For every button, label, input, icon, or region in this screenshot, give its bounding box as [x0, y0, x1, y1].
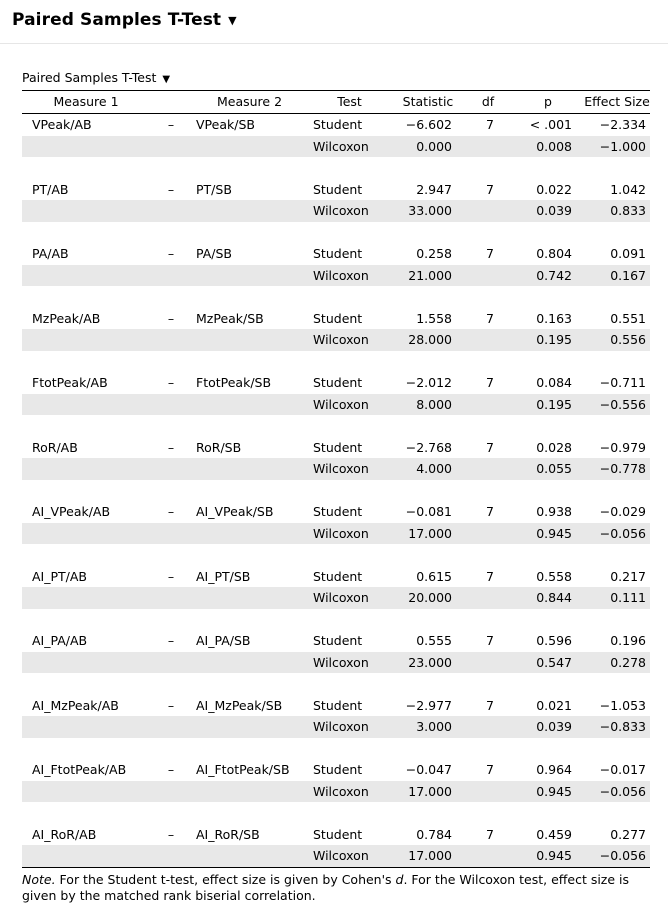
cell-p: 0.945	[512, 781, 584, 803]
cell-df: 7	[486, 826, 494, 842]
cell-statistic: 33.000	[392, 200, 464, 222]
cell-p: 0.195	[512, 394, 584, 416]
cell-effect-size: −2.334	[599, 117, 646, 133]
cell-p: 0.804	[536, 246, 572, 262]
cell-measure1: AI_PA/AB	[32, 633, 88, 649]
cell-measure2: AI_RoR/SB	[196, 826, 260, 842]
cell-statistic: −6.602	[405, 117, 452, 133]
cell-dash: –	[167, 117, 175, 133]
cell-effect-size: 0.277	[610, 826, 646, 842]
cell-effect-size: −0.833	[584, 716, 650, 738]
cell-test: Student	[313, 826, 363, 842]
row-gap	[22, 157, 650, 179]
cell-dash: –	[167, 310, 175, 326]
note-italic-d: d	[395, 871, 404, 887]
cell-test: Student	[313, 697, 363, 713]
table-row[interactable]	[22, 845, 650, 867]
cell-df: 7	[486, 762, 494, 778]
cell-measure1	[22, 652, 150, 674]
cell-p: 0.938	[536, 504, 572, 520]
cell-df	[464, 523, 512, 545]
table-row[interactable]	[22, 437, 650, 459]
cell-statistic: 17.000	[392, 523, 464, 545]
row-gap-cell	[22, 673, 650, 695]
cell-measure2	[192, 781, 307, 803]
cell-dash: –	[167, 375, 175, 391]
cell-measure2	[192, 523, 307, 545]
cell-measure2: PT/SB	[196, 181, 232, 197]
table-row[interactable]	[22, 523, 650, 545]
cell-statistic: 2.947	[416, 181, 452, 197]
cell-test: Wilcoxon	[307, 781, 392, 803]
cell-effect-size: −0.056	[584, 845, 650, 867]
cell-statistic: 4.000	[392, 458, 464, 480]
column-header-measure1: Measure 1	[22, 91, 150, 114]
cell-dash: –	[167, 633, 175, 649]
cell-measure2	[192, 458, 307, 480]
cell-statistic: 0.555	[416, 633, 452, 649]
row-gap	[22, 609, 650, 631]
table-row[interactable]	[22, 458, 650, 480]
cell-df	[464, 265, 512, 287]
cell-dash: –	[167, 181, 175, 197]
cell-measure1: RoR/AB	[32, 439, 78, 455]
cell-test: Student	[313, 568, 363, 584]
cell-measure1	[22, 200, 150, 222]
row-gap-cell	[22, 351, 650, 373]
note-text-1: For the Student t-test, effect size is given by Cohen's	[55, 871, 396, 887]
cell-statistic: 0.784	[416, 826, 452, 842]
cell-df	[464, 845, 512, 867]
row-gap	[22, 222, 650, 244]
cell-test: Wilcoxon	[307, 587, 392, 609]
cell-test: Student	[313, 633, 363, 649]
cell-df: 7	[486, 633, 494, 649]
cell-statistic: 3.000	[392, 716, 464, 738]
cell-p: 0.195	[512, 329, 584, 351]
table-row[interactable]	[22, 394, 650, 416]
cell-measure1	[22, 716, 150, 738]
cell-effect-size: 0.167	[584, 265, 650, 287]
cell-measure2: PA/SB	[196, 246, 233, 262]
cell-measure1: PT/AB	[32, 181, 69, 197]
cell-statistic: 1.558	[416, 310, 452, 326]
cell-dash	[150, 136, 192, 158]
table-row[interactable]	[22, 695, 650, 717]
table-row[interactable]	[22, 243, 650, 265]
cell-effect-size: 0.091	[610, 246, 646, 262]
cell-measure2: FtotPeak/SB	[196, 375, 272, 391]
cell-measure1: AI_FtotPeak/AB	[32, 762, 127, 778]
column-header-p: p	[512, 91, 584, 114]
cell-statistic: 17.000	[392, 845, 464, 867]
cell-measure2	[192, 394, 307, 416]
cell-p: 0.163	[536, 310, 572, 326]
cell-measure2	[192, 200, 307, 222]
cell-effect-size: 0.196	[610, 633, 646, 649]
table-row[interactable]	[22, 372, 650, 394]
cell-df: 7	[486, 375, 494, 391]
cell-df	[464, 200, 512, 222]
column-header-effect-size: Effect Size	[584, 91, 650, 114]
cell-effect-size: −0.029	[599, 504, 646, 520]
cell-statistic: 8.000	[392, 394, 464, 416]
table-row[interactable]	[22, 587, 650, 609]
cell-p: 0.028	[536, 439, 572, 455]
cell-test: Wilcoxon	[307, 265, 392, 287]
row-gap-cell	[22, 415, 650, 437]
row-gap-cell	[22, 286, 650, 308]
cell-measure1: AI_PT/AB	[32, 568, 87, 584]
cell-df: 7	[486, 697, 494, 713]
cell-test: Student	[313, 762, 363, 778]
cell-df	[464, 716, 512, 738]
row-gap-cell	[22, 157, 650, 179]
cell-p: 0.021	[536, 697, 572, 713]
cell-effect-size: 0.217	[610, 568, 646, 584]
cell-statistic: 23.000	[392, 652, 464, 674]
cell-effect-size: −0.056	[584, 781, 650, 803]
row-gap	[22, 286, 650, 308]
cell-measure1: AI_RoR/AB	[32, 826, 97, 842]
column-header-measure2: Measure 2	[192, 91, 307, 114]
cell-p: 0.558	[536, 568, 572, 584]
row-gap	[22, 802, 650, 824]
cell-dash: –	[167, 504, 175, 520]
cell-p: 0.945	[512, 523, 584, 545]
cell-dash	[150, 394, 192, 416]
cell-df: 7	[486, 568, 494, 584]
cell-measure2: RoR/SB	[196, 439, 242, 455]
cell-effect-size: −0.778	[584, 458, 650, 480]
cell-dash	[150, 200, 192, 222]
cell-dash: –	[167, 439, 175, 455]
cell-test: Wilcoxon	[307, 136, 392, 158]
cell-statistic: 20.000	[392, 587, 464, 609]
row-gap-cell	[22, 802, 650, 824]
cell-test: Wilcoxon	[307, 716, 392, 738]
cell-measure2	[192, 716, 307, 738]
cell-measure2: AI_PT/SB	[196, 568, 251, 584]
row-gap	[22, 351, 650, 373]
cell-df	[464, 652, 512, 674]
table-row[interactable]	[22, 329, 650, 351]
table-body	[22, 114, 650, 867]
cell-p: 0.008	[512, 136, 584, 158]
row-gap-cell	[22, 222, 650, 244]
cell-test: Wilcoxon	[307, 845, 392, 867]
cell-test: Student	[313, 439, 363, 455]
cell-measure1: PA/AB	[32, 246, 69, 262]
cell-p: 0.039	[512, 716, 584, 738]
cell-test: Student	[313, 310, 363, 326]
row-gap	[22, 544, 650, 566]
cell-statistic: 0.615	[416, 568, 452, 584]
cell-test: Wilcoxon	[307, 458, 392, 480]
cell-measure1	[22, 136, 150, 158]
cell-measure2: AI_FtotPeak/SB	[196, 762, 290, 778]
cell-effect-size: 0.556	[584, 329, 650, 351]
cell-effect-size: −0.556	[584, 394, 650, 416]
cell-p: < .001	[529, 117, 572, 133]
table-row[interactable]	[22, 200, 650, 222]
cell-statistic: −2.012	[405, 375, 452, 391]
chevron-down-icon[interactable]: ▼	[228, 14, 237, 27]
cell-measure1	[22, 781, 150, 803]
cell-dash	[150, 716, 192, 738]
cell-dash: –	[167, 826, 175, 842]
cell-df: 7	[486, 246, 494, 262]
cell-p: 0.945	[512, 845, 584, 867]
cell-effect-size: 0.111	[584, 587, 650, 609]
table-row[interactable]	[22, 652, 650, 674]
cell-measure1: MzPeak/AB	[32, 310, 101, 326]
column-header-spacer	[150, 91, 192, 114]
cell-df: 7	[486, 117, 494, 133]
cell-p: 0.547	[512, 652, 584, 674]
table-row[interactable]	[22, 265, 650, 287]
cell-p: 0.039	[512, 200, 584, 222]
table-note	[22, 868, 648, 905]
cell-statistic: 0.000	[392, 136, 464, 158]
cell-dash: –	[167, 246, 175, 262]
cell-measure2	[192, 265, 307, 287]
cell-measure2: VPeak/SB	[196, 117, 255, 133]
cell-test: Wilcoxon	[307, 652, 392, 674]
row-gap	[22, 673, 650, 695]
cell-dash	[150, 523, 192, 545]
table-row[interactable]	[22, 759, 650, 781]
cell-statistic: −2.768	[405, 439, 452, 455]
cell-statistic: 17.000	[392, 781, 464, 803]
cell-df: 7	[486, 439, 494, 455]
cell-p: 0.844	[512, 587, 584, 609]
cell-test: Student	[313, 375, 363, 391]
table-row[interactable]	[22, 630, 650, 652]
table-row[interactable]	[22, 501, 650, 523]
table-caption[interactable]	[22, 70, 650, 90]
table-row[interactable]	[22, 136, 650, 158]
cell-test: Student	[313, 246, 363, 262]
cell-dash	[150, 458, 192, 480]
cell-measure2: AI_VPeak/SB	[196, 504, 274, 520]
cell-df	[464, 587, 512, 609]
cell-test: Student	[313, 181, 363, 197]
cell-test: Wilcoxon	[307, 329, 392, 351]
cell-measure1	[22, 265, 150, 287]
cell-statistic: 0.258	[416, 246, 452, 262]
row-gap-cell	[22, 480, 650, 502]
cell-measure1	[22, 845, 150, 867]
cell-measure1: FtotPeak/AB	[32, 375, 108, 391]
cell-measure2	[192, 652, 307, 674]
cell-df	[464, 458, 512, 480]
cell-measure2	[192, 329, 307, 351]
cell-measure2: AI_PA/SB	[196, 633, 251, 649]
column-header-statistic: Statistic	[392, 91, 464, 114]
cell-effect-size: 0.278	[584, 652, 650, 674]
table-row[interactable]	[22, 824, 650, 846]
cell-test: Wilcoxon	[307, 200, 392, 222]
cell-effect-size: −0.979	[599, 439, 646, 455]
cell-measure1: VPeak/AB	[32, 117, 92, 133]
cell-p: 0.459	[536, 826, 572, 842]
cell-p: 0.596	[536, 633, 572, 649]
cell-df	[464, 329, 512, 351]
column-header-df: df	[464, 91, 512, 114]
cell-measure1	[22, 329, 150, 351]
cell-effect-size: 0.833	[584, 200, 650, 222]
row-gap-cell	[22, 544, 650, 566]
cell-statistic: 21.000	[392, 265, 464, 287]
cell-effect-size: −0.056	[584, 523, 650, 545]
cell-dash: –	[167, 762, 175, 778]
cell-measure1	[22, 523, 150, 545]
results-table-block	[22, 70, 650, 905]
cell-measure1	[22, 587, 150, 609]
cell-dash: –	[167, 568, 175, 584]
cell-statistic: −2.977	[405, 697, 452, 713]
cell-df	[464, 394, 512, 416]
cell-effect-size: −0.017	[599, 762, 646, 778]
title-divider	[0, 43, 668, 44]
cell-dash	[150, 329, 192, 351]
cell-dash	[150, 265, 192, 287]
cell-effect-size: 0.551	[610, 310, 646, 326]
cell-p: 0.964	[536, 762, 572, 778]
cell-measure1	[22, 458, 150, 480]
cell-dash	[150, 587, 192, 609]
table-row[interactable]	[22, 308, 650, 330]
table-row[interactable]	[22, 114, 650, 136]
table-header-row	[22, 91, 650, 114]
panel-title[interactable]	[12, 10, 237, 30]
cell-df: 7	[486, 504, 494, 520]
cell-dash: –	[167, 697, 175, 713]
cell-df	[464, 781, 512, 803]
cell-p: 0.742	[512, 265, 584, 287]
cell-measure2: MzPeak/SB	[196, 310, 264, 326]
cell-p: 0.022	[536, 181, 572, 197]
row-gap	[22, 738, 650, 760]
note-text-2: . For the Wilcoxon test, effect size is given by the matched rank biserial correlation.	[22, 871, 630, 904]
cell-measure2	[192, 587, 307, 609]
cell-dash	[150, 652, 192, 674]
cell-effect-size: −1.000	[584, 136, 650, 158]
cell-statistic: −0.081	[405, 504, 452, 520]
cell-statistic: 28.000	[392, 329, 464, 351]
cell-effect-size: −1.053	[599, 697, 646, 713]
cell-test: Student	[313, 504, 363, 520]
row-gap	[22, 480, 650, 502]
paired-samples-ttest-table	[22, 90, 650, 867]
cell-dash	[150, 781, 192, 803]
table-row[interactable]	[22, 179, 650, 201]
cell-effect-size: 1.042	[610, 181, 646, 197]
column-header-test: Test	[307, 91, 392, 114]
cell-measure1: AI_MzPeak/AB	[32, 697, 119, 713]
cell-statistic: −0.047	[405, 762, 452, 778]
cell-measure1	[22, 394, 150, 416]
panel-title-label: Paired Samples T-Test	[12, 10, 222, 30]
table-row[interactable]	[22, 781, 650, 803]
cell-p: 0.084	[536, 375, 572, 391]
row-gap-cell	[22, 609, 650, 631]
cell-df: 7	[486, 310, 494, 326]
table-row[interactable]	[22, 566, 650, 588]
cell-test: Student	[313, 117, 363, 133]
cell-test: Wilcoxon	[307, 394, 392, 416]
cell-effect-size: −0.711	[599, 375, 646, 391]
cell-measure2	[192, 136, 307, 158]
cell-measure1: AI_VPeak/AB	[32, 504, 111, 520]
table-caption-label: Paired Samples T-Test	[22, 70, 157, 85]
cell-p: 0.055	[512, 458, 584, 480]
cell-measure2: AI_MzPeak/SB	[196, 697, 283, 713]
cell-df: 7	[486, 181, 494, 197]
row-gap-cell	[22, 738, 650, 760]
cell-measure2	[192, 845, 307, 867]
cell-df	[464, 136, 512, 158]
note-label: Note.	[22, 871, 56, 887]
cell-test: Wilcoxon	[307, 523, 392, 545]
row-gap	[22, 415, 650, 437]
cell-dash	[150, 845, 192, 867]
chevron-down-icon[interactable]: ▼	[162, 74, 171, 85]
table-row[interactable]	[22, 716, 650, 738]
